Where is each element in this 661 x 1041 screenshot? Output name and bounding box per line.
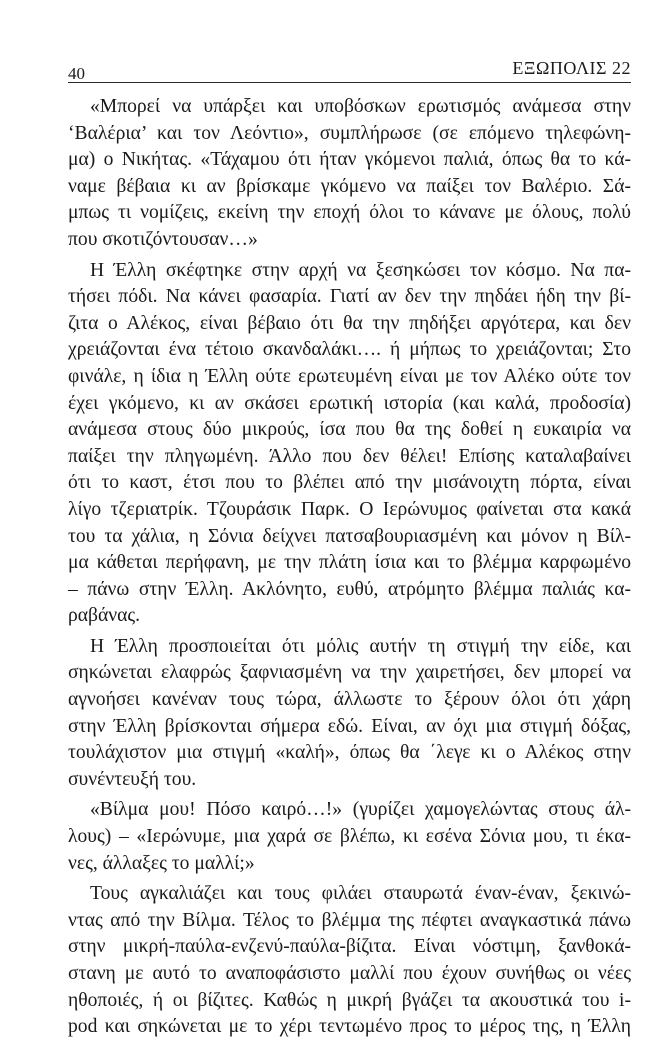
text-line: συνέντευξή του.	[68, 768, 197, 790]
text-line: μα) ο Νικήτας. «Τάχαμου ότι ήταν γκόμενοι παλιά, όπως θα το κά-	[68, 149, 631, 171]
text-line: Η Έλλη προσποιείται ότι μόλις αυτήν τη στιγμή την είδε, και	[90, 635, 631, 657]
paragraph	[68, 258, 631, 630]
text-line: σηκώνεται ελαφρώς ξαφνιασμένη να την χαιρετήσει, δεν μπορεί να	[68, 662, 631, 684]
text-line: ‘Βαλέρια’ και τον Λεόντιο», συμπλήρωσε (σε επόμενο τηλεφώνη-	[68, 122, 631, 144]
text-line: χρειάζονται ένα τέτοιο σκανδαλάκι…. ή μήπως το χρειάζονται; Στο	[68, 339, 631, 361]
text-line: στανη με αυτό το αναποφάσιστο μαλλί που έχουν συνήθως οι νέες	[68, 963, 631, 984]
paragraph	[68, 881, 631, 1041]
text-line: pod και σηκώνεται με το χέρι τεντωμένο προς το μέρος της, η Έλλη	[68, 1016, 631, 1038]
text-line: Τους αγκαλιάζει και τους φιλάει σταυρωτά έναν-έναν, ξεκινώ-	[90, 883, 631, 905]
page-number: 40	[68, 64, 85, 83]
text-line: παίξει την πληγωμένη. Άλλο που δεν θέλει! Επίσης καταλαβαίνει	[68, 445, 631, 467]
text-line: έχει γκόμενο, κι αν σκάσει ερωτική ιστορία (και καλά, προδοσία)	[68, 392, 631, 414]
text-line: που σκοτιζόντουσαν…»	[68, 228, 258, 250]
text-line: φινάλε, η ίδια η Έλλη ούτε ερωτευμένη είναι με τον Αλέκο ούτε τον	[68, 365, 631, 387]
text-line: μπως τι νομίζεις, εκείνη την εποχή όλοι το κάνανε με όλους, πολύ	[68, 202, 631, 224]
text-line: ζιτα ο Αλέκος, είναι βέβαιο ότι θα την πηδήξει αργότερα, και δεν	[68, 312, 631, 334]
text-line: νες, άλλαξες το μαλλί;»	[68, 852, 255, 874]
text-line: λους) – «Ιερώνυμε, μια χαρά σε βλέπω, κι εσένα Σόνια μου, τι έκα-	[68, 826, 631, 848]
text-line: Η Έλλη σκέφτηκε στην αρχή να ξεσηκώσει τον κόσμο. Να πα-	[90, 259, 631, 281]
text-line: λίγο τζεριατρίκ. Τζουράσικ Παρκ. Ο Ιερώνυμος φαίνεται στα κακά	[68, 498, 631, 520]
text-line: αγνοήσει κανέναν τους τώρα, άλλωστε το ξέρουν όλοι ότι χάρη	[68, 689, 631, 711]
body-text	[68, 94, 631, 1041]
text-line: «Μπορεί να υπάρξει και υποβόσκων ερωτισμός ανάμεσα στην	[90, 96, 631, 117]
text-line: στην Έλλη βρίσκονται σήμερα εδώ. Είναι, αν όχι μια στιγμή δόξας,	[68, 715, 631, 737]
text-line: ναμε βέβαια κι αν βρίσκαμε γκόμενο να παίξει τον Βαλέριο. Σά-	[68, 175, 631, 197]
text-line: ανάμεσα στους δύο μικρούς, ίσα που θα της δοθεί η ευκαιρία να	[68, 419, 631, 441]
paragraph	[68, 634, 631, 794]
text-line: ότι το καστ, έτσι που το βλέπει από την μισάνοιχτη πόρτα, είναι	[68, 472, 631, 494]
page-header	[68, 52, 631, 83]
text-line: – πάνω στην Έλλη. Ακλόνητο, ευθύ, ατρόμητο βλέμμα παλιάς κα-	[68, 578, 631, 600]
text-line: ηθοποιές, ή οι βίζιτες. Καθώς η μικρή βγάζει τα ακουστικά του i-	[68, 989, 631, 1011]
text-line: τουλάχιστον μια στιγμή «καλή», όπως θα ΄λεγε κι ο Αλέκος στην	[68, 742, 631, 764]
text-line: του τα χάλια, η Σόνια δείχνει πατσαβουριασμένη και μόνον η Βίλ-	[68, 525, 631, 547]
text-line: «Βίλμα μου! Πόσο καιρό…!» (γυρίζει χαμογελώντας στους άλ-	[90, 799, 631, 821]
text-line: ραβάνας.	[68, 605, 141, 627]
text-line: τήσει πόδι. Να κάνει φασαρία. Γιατί αν δεν την πηδάει ήδη την βί-	[68, 286, 631, 308]
paragraph	[68, 797, 631, 877]
running-head: ΕΞΩΠΟΛΙΣ 22	[512, 58, 631, 78]
text-line: μα κάθεται περήφανη, με την πλάτη ίσια και το βλέμμα καρφωμένο	[68, 552, 631, 574]
paragraph	[68, 94, 631, 254]
text-line: ντας από την Βίλμα. Τέλος το βλέμμα της πέφτει αναγκαστικά πάνω	[68, 909, 631, 931]
text-line: στην μικρή-παύλα-ενζενύ-παύλα-βίζιτα. Είναι νόστιμη, ξανθοκά-	[68, 936, 631, 958]
